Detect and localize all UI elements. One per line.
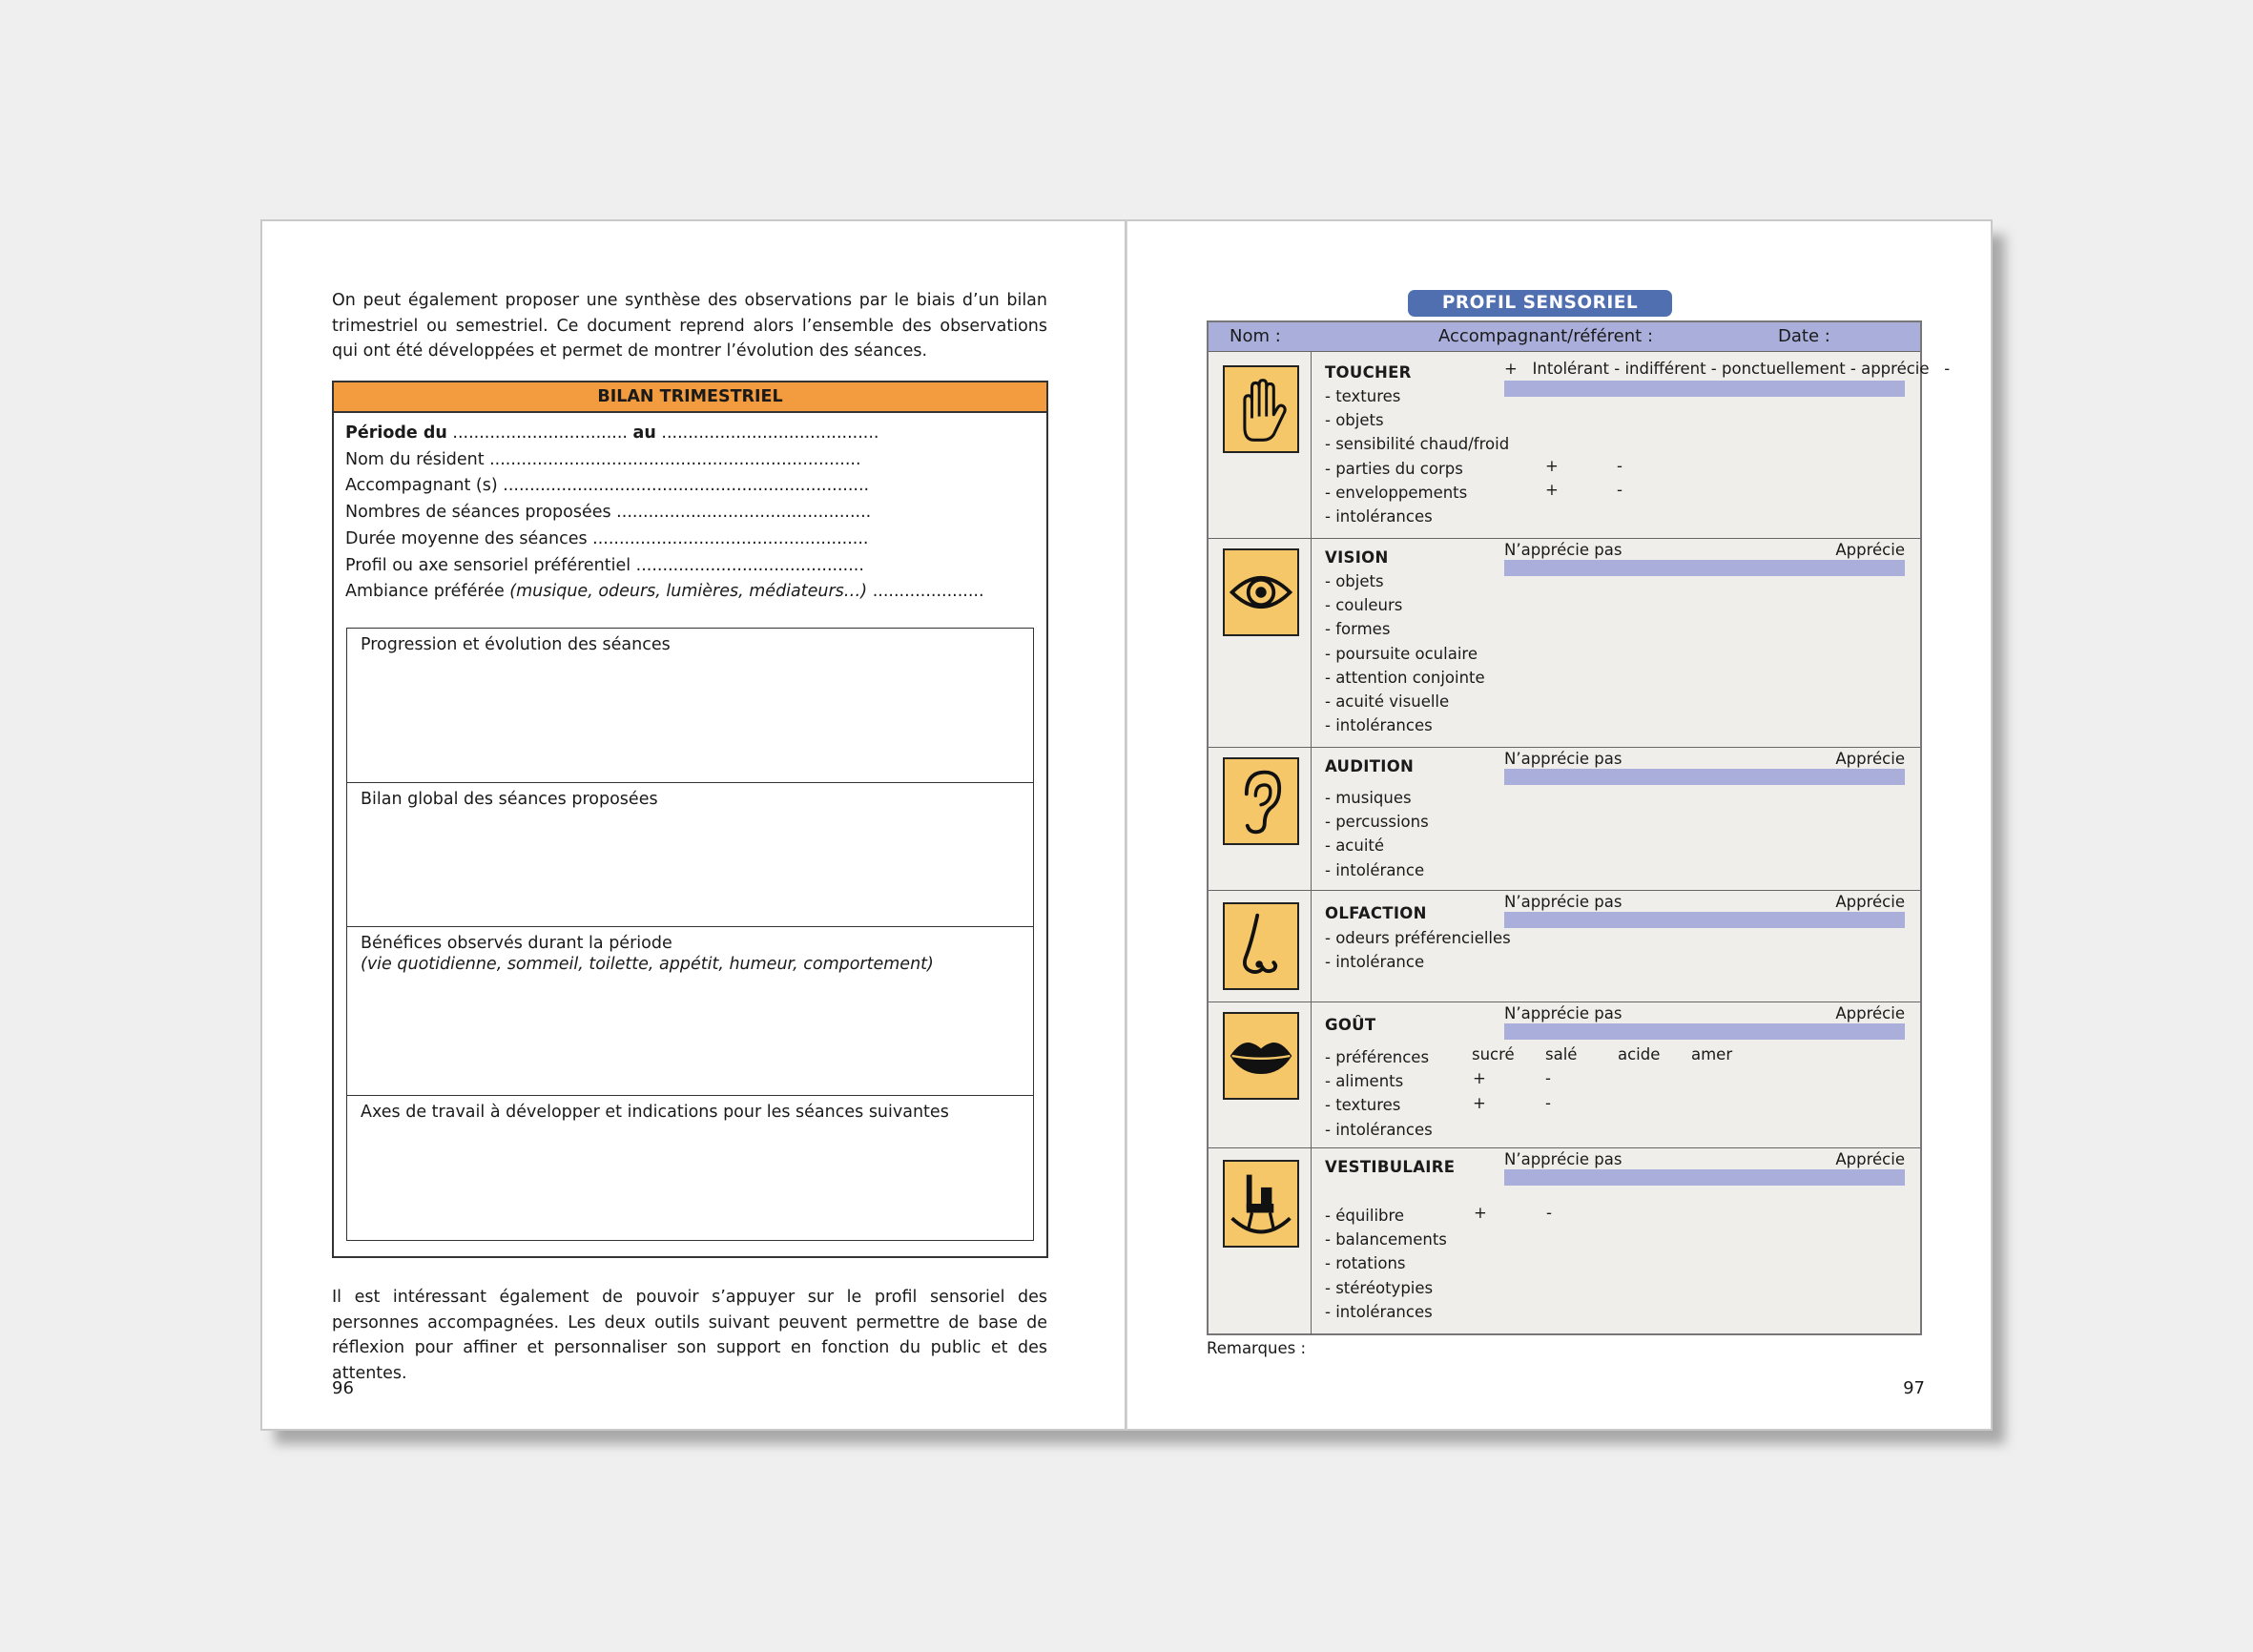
- section-benefices[interactable]: Bénéfices observés durant la période (vie quotidienne, sommeil, toilette, appétit, humeur, comportement): [347, 927, 1033, 1096]
- accompagnant-label[interactable]: Accompagnant/référent :: [1438, 326, 1654, 346]
- ear-icon: [1223, 757, 1299, 845]
- gout-label: GOÛT: [1325, 1016, 1376, 1034]
- row-vision: [1209, 538, 1920, 747]
- remarques-label[interactable]: Remarques :: [1207, 1339, 1307, 1357]
- duree-moyenne-field[interactable]: Durée moyenne des séances ....................................................: [345, 528, 869, 548]
- row-olfaction: [1209, 890, 1920, 1002]
- olfaction-label: OLFACTION: [1325, 904, 1427, 922]
- row-audition: [1209, 747, 1920, 890]
- periode-field[interactable]: Période du ................................. au .........................................: [345, 423, 879, 443]
- vision-scale[interactable]: N’apprécie pas Apprécie: [1504, 541, 1905, 583]
- lips-icon: [1223, 1012, 1299, 1100]
- audition-scale[interactable]: N’apprécie pas Apprécie: [1504, 750, 1905, 792]
- vision-label: VISION: [1325, 548, 1389, 567]
- profil-header: [1209, 322, 1920, 351]
- audition-items: - musiques - percussions - acuité - intolérance: [1325, 789, 1429, 879]
- hand-icon: [1223, 365, 1299, 453]
- nose-icon: [1223, 902, 1299, 990]
- bilan-trimestriel-form: [332, 381, 1048, 1258]
- vestibulaire-items: - équilibre - balancements - rotations - stéréotypies - intolérances: [1325, 1207, 1447, 1321]
- page-number: 97: [1903, 1378, 1925, 1398]
- section-bilan-global[interactable]: Bilan global des séances proposées: [347, 783, 1033, 927]
- profil-sensoriel-table: [1207, 320, 1951, 1335]
- vestibulaire-scale[interactable]: N’apprécie pas Apprécie: [1504, 1150, 1905, 1192]
- toucher-label: TOUCHER: [1325, 363, 1412, 382]
- page-number: 96: [332, 1378, 354, 1398]
- bilan-fields: [345, 421, 1032, 606]
- outro-paragraph: Il est intéressant également de pouvoir s’appuyer sur le profil sensoriel des personnes accompagnées. Les deux outils suivant peuvent permettre de base de réflexion pour affiner et personnaliser son support en fonction du public et des attentes.: [332, 1288, 1047, 1383]
- nom-resident-field[interactable]: Nom du résident ......................................................................: [345, 449, 861, 469]
- vision-items: - objets - couleurs - formes - poursuite oculaire - attention conjointe - acuité visuelle - intolérances: [1325, 572, 1485, 735]
- gout-items: - préférences - aliments - textures - intolérances: [1325, 1048, 1433, 1139]
- section-axes-travail[interactable]: Axes de travail à développer et indications pour les séances suivantes: [361, 1103, 949, 1122]
- rocking-chair-icon: [1223, 1160, 1299, 1248]
- profil-title: PROFIL SENSORIEL: [1408, 290, 1672, 317]
- gout-scale[interactable]: N’apprécie pas Apprécie: [1504, 1004, 1905, 1046]
- nom-label[interactable]: Nom :: [1230, 326, 1281, 346]
- nombre-seances-field[interactable]: Nombres de séances proposées ................................................: [345, 503, 872, 523]
- toucher-scale[interactable]: + Intolérant - indifférent - ponctuellement - apprécie -: [1504, 360, 1905, 402]
- section-progression[interactable]: Progression et évolution des séances: [347, 629, 1033, 783]
- profil-axe-field[interactable]: Profil ou axe sensoriel préférentiel ...........................................: [345, 555, 864, 575]
- olfaction-scale[interactable]: N’apprécie pas Apprécie: [1504, 893, 1905, 935]
- olfaction-items: - odeurs préférencielles - intolérance: [1325, 929, 1511, 972]
- accompagnant-field[interactable]: Accompagnant (s) .....................................................................: [345, 476, 870, 496]
- row-vestibulaire: VESTIBULAIRE - équilibre - balancements - rotations - stéréotypies - intolérances + - N’apprécie pas Apprécie: [1209, 1147, 1920, 1335]
- row-toucher: TOUCHER - textures - objets - sensibilité chaud/froid - parties du corps - enveloppements - intolérances + Intolérant - indifférent - ponctuellement - apprécie - + - + -: [1209, 351, 1920, 538]
- left-page: [260, 219, 1126, 1431]
- audition-label: AUDITION: [1325, 757, 1415, 775]
- vestibulaire-label: VESTIBULAIRE: [1325, 1158, 1456, 1176]
- intro-paragraph: On peut également proposer une synthèse des observations par le biais d’un bilan trimestriel ou semestriel. Ce document reprend alors l’ensemble des observations qui ont été développées et permet de montrer l’évolution des séances.: [332, 291, 1047, 361]
- toucher-items: - textures - objets - sensibilité chaud/froid - parties du corps - enveloppements - intolérances: [1325, 387, 1510, 527]
- eye-icon: [1223, 548, 1299, 636]
- ambiance-field[interactable]: Ambiance préférée (musique, odeurs, lumières, médiateurs…) .....................: [345, 582, 984, 602]
- date-label[interactable]: Date :: [1778, 326, 1830, 346]
- bilan-sections: [346, 628, 1034, 1241]
- row-gout: GOÛT - préférences - aliments - textures - intolérances sucré salé acide amer + - + - N’apprécie pas Apprécie: [1209, 1002, 1920, 1147]
- right-page: [1126, 219, 1993, 1431]
- bilan-title: BILAN TRIMESTRIEL: [334, 382, 1046, 413]
